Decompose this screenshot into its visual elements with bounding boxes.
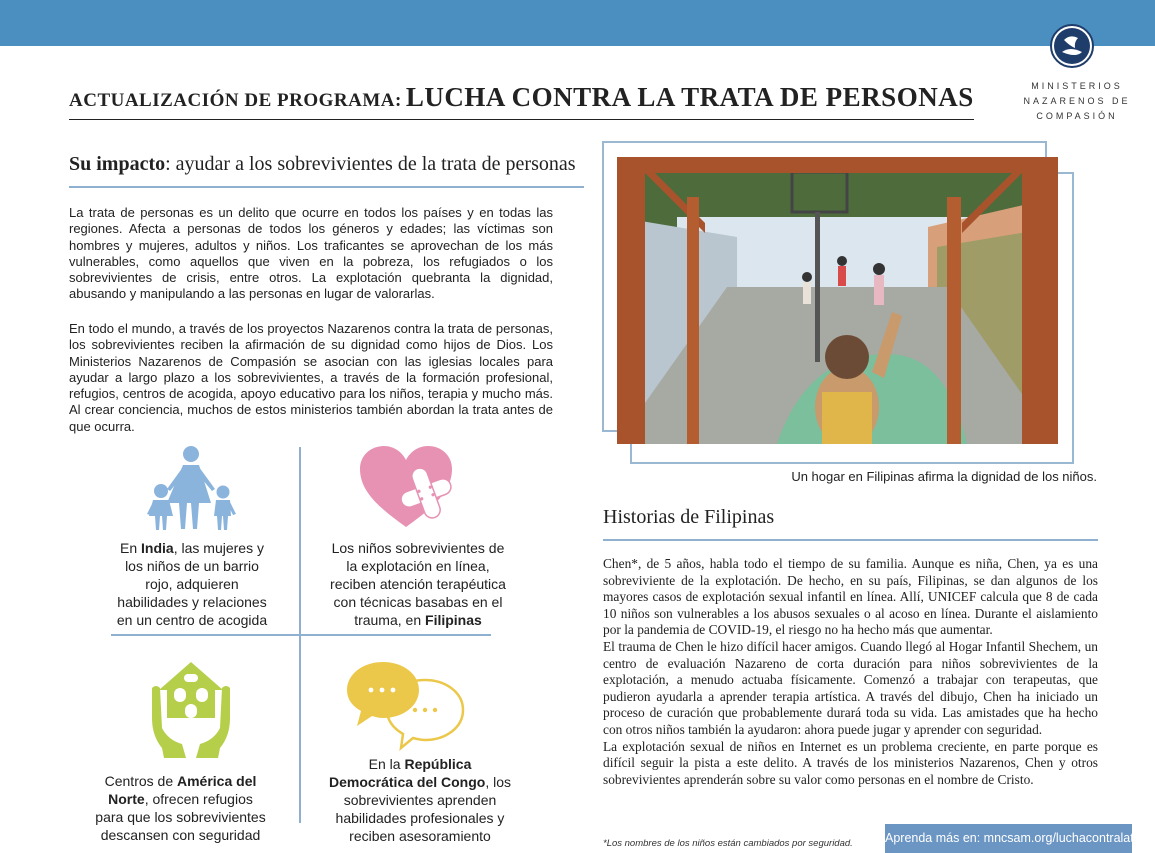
congo-bold: República Democrática del Congo bbox=[328, 756, 486, 790]
impact-paragraph-2: En todo el mundo, a través de los proyectos Nazarenos contra la trata de personas, los sobrevivientes reciben la afirmación de su dignidad como hijos de Dios. Los Ministerios Nazarenos de Compasión se asocian con las iglesias locales para ayudar a largo plazo a los sobrevivientes, a través de la formación profesional, refugios, centros de acogida, apoyo educativo para los niños, terapia y mucho más. Al crear conciencia, muchos de estos ministerios también abordan la trata antes de que ocurra. bbox=[69, 321, 553, 434]
filipinas-bold: Filipinas bbox=[425, 612, 482, 628]
story-paragraph: Chen*, de 5 años, habla todo el tiempo de su familia. Aunque es niña, Chen, ya es una sobreviviente de la explotación. De hecho, en su país, Filipinas, se dan algunos de los mayores casos de explotación sexual infantil en línea. Allí, UNICEF calcula que 8 de cada 10 niños son vulnerables a los abusos sexuales o al acoso en línea. Durante el aislamiento por la pandemia de COVID-19, el riesgo no ha hecho más que aumentar. bbox=[603, 556, 1098, 638]
america-bold: América del Norte bbox=[108, 773, 257, 807]
title-prefix: ACTUALIZACIÓN DE PROGRAMA: bbox=[69, 90, 402, 111]
story-paragraph: El trauma de Chen le hizo difícil hacer amigos. Cuando llegó al Hogar Infantil Shechem, un centro de evaluación Nazareno de corta duración para niños sobrevivientes de la explotación, a menudo actuaba físicamente. Comenzó a trabajar con terapeutas, que pudieron ayudarla a aprender terapia artística. A través del dibujo, Chen ha iniciado un proceso de curación que probablemente durará toda su vida. Las amistades que ha hecho con otros niños también la ayudaron: ahora puede jugar y aprender con seguridad. bbox=[603, 638, 1098, 737]
stories-heading-rule bbox=[603, 539, 1098, 541]
impact-heading-rule bbox=[69, 186, 584, 188]
org-name-line: COMPASIÓN bbox=[1036, 111, 1118, 121]
india-bold: India bbox=[141, 540, 174, 556]
page-title bbox=[69, 80, 974, 120]
playground-photo bbox=[617, 157, 1058, 444]
india-pre: En bbox=[120, 540, 142, 556]
footnote: *Los nombres de los niños están cambiados por seguridad. bbox=[603, 838, 853, 849]
filipinas-description bbox=[328, 539, 508, 629]
speech-bubbles-icon bbox=[345, 660, 467, 752]
filipinas-pre: Los niños sobrevivientes de la explotación en línea, reciben atención terapéutica con técnicas basabas en el trauma, en bbox=[330, 540, 506, 628]
story-paragraph: La explotación sexual de niños en Internet es un problema creciente, en parte porque es difícil seguir la pista a este delito. A través de los ministerios Nazarenos, Chen y otros sobrevivientes aprenderán sobre su valor como personas en el nombre de Cristo. bbox=[603, 738, 1098, 787]
top-banner bbox=[0, 0, 1155, 46]
stories-body bbox=[603, 556, 1098, 788]
grid-horizontal-divider bbox=[111, 634, 491, 636]
title-main: LUCHA CONTRA LA TRATA DE PERSONAS bbox=[405, 82, 974, 112]
stories-heading: Historias de Filipinas bbox=[603, 506, 775, 528]
india-post: , las mujeres y los niños de un barrio rojo, adquieren habilidades y relaciones en un centro de acogida bbox=[116, 540, 268, 628]
organization-name bbox=[1012, 79, 1142, 124]
america-post: , ofrecen refugios para que los sobrevivientes descansen con seguridad bbox=[95, 791, 266, 843]
family-icon bbox=[143, 445, 239, 531]
congo-post: , los sobrevivientes aprenden habilidades profesionales y reciben asesoramiento bbox=[335, 774, 512, 844]
congo-pre: En la bbox=[368, 756, 405, 772]
congo-description bbox=[325, 755, 515, 845]
photo-caption: Un hogar en Filipinas afirma la dignidad de los niños. bbox=[791, 469, 1097, 484]
america-pre: Centros de bbox=[104, 773, 177, 789]
learn-more-link[interactable]: Aprenda más en: mncsam.org/luchacontralatrata bbox=[885, 824, 1132, 853]
impact-heading-rest: : ayudar a los sobrevivientes de la trata de personas bbox=[165, 153, 576, 175]
impact-paragraph-1: La trata de personas es un delito que ocurre en todos los países y en todas las regiones. Afecta a personas de todos los géneros y edades; las víctimas son hombres y mujeres, adultos y niños. Los traficantes se aprovechan de los más vulnerables, como aquellos que viven en la pobreza, los refugiados o los sobrevivientes de crisis, entre otros. La explotación quebranta la dignidad, abusando y manipulando a las personas en lugar de valorarlas. bbox=[69, 205, 553, 302]
org-name-line: MINISTERIOS bbox=[1031, 81, 1123, 91]
house-in-hands-icon bbox=[150, 658, 232, 758]
heart-bandage-icon bbox=[358, 445, 454, 529]
organization-logo bbox=[1050, 24, 1094, 68]
america-description bbox=[93, 772, 268, 844]
impact-heading-bold: Su impacto bbox=[69, 153, 166, 175]
impact-heading bbox=[69, 153, 576, 176]
india-description bbox=[112, 539, 272, 629]
org-name-line: NAZARENOS DE bbox=[1023, 96, 1131, 106]
